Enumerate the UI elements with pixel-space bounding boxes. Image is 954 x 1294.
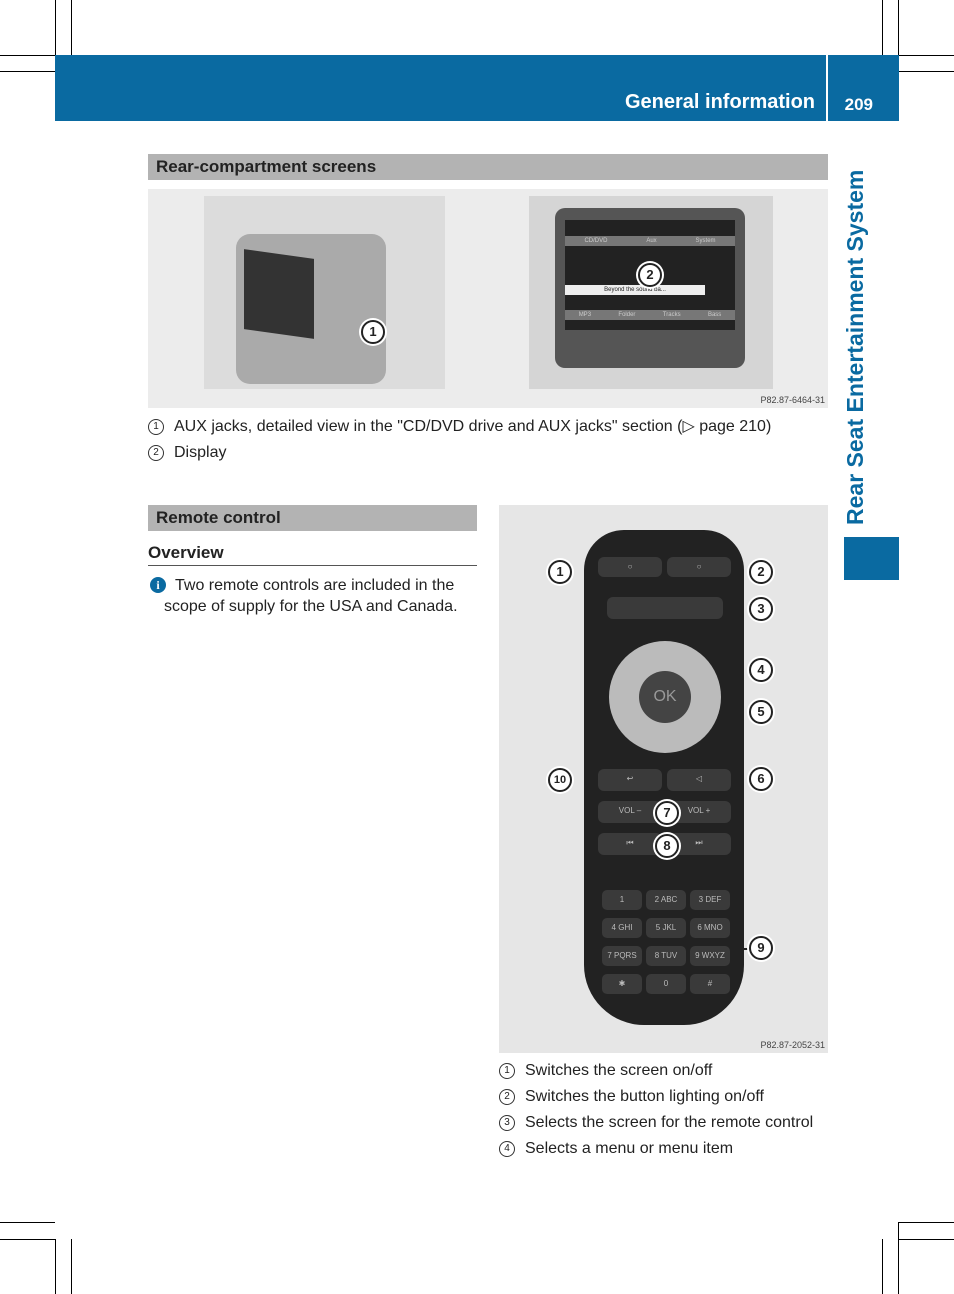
- screen-tab: Tracks: [662, 312, 681, 318]
- page-number: 209: [844, 95, 873, 114]
- vol-minus-button: VOL –: [598, 801, 662, 823]
- legend-number: 4: [499, 1141, 515, 1157]
- crop-mark: [55, 0, 56, 55]
- crop-mark: [71, 0, 72, 55]
- screen-select-button: [607, 597, 723, 619]
- callout-3: 3: [749, 597, 773, 621]
- legend-text: Switches the screen on/off: [525, 1062, 713, 1079]
- keypad-key: 2 ABC: [646, 890, 686, 910]
- figure-code: P82.87-2052-31: [760, 1040, 825, 1050]
- legend-item: [499, 1136, 813, 1162]
- callout-6: 6: [749, 767, 773, 791]
- back-button: ↩: [598, 769, 662, 791]
- screen-tab: CD/DVD: [584, 238, 608, 244]
- crop-mark: [0, 55, 55, 56]
- screen-tab: Aux: [646, 238, 657, 244]
- crop-mark: [899, 1239, 954, 1240]
- lighting-button: ○: [667, 557, 731, 577]
- crop-mark: [0, 1239, 55, 1240]
- callout-4: 4: [749, 658, 773, 682]
- keypad-key: #: [690, 974, 730, 994]
- keypad-key: 9 WXYZ: [690, 946, 730, 966]
- keypad-key: 0: [646, 974, 686, 994]
- page-header: [55, 55, 899, 121]
- legend-item: [148, 414, 771, 440]
- screen-power-button: ○: [598, 557, 662, 577]
- crop-mark: [898, 0, 899, 55]
- callout-10: 10: [548, 768, 572, 792]
- crop-mark: [899, 55, 954, 56]
- keypad: [602, 890, 730, 994]
- mute-button: ◁: [667, 769, 731, 791]
- headrest-photo: [204, 196, 445, 389]
- info-icon: i: [150, 577, 166, 593]
- legend-rear-screens: [148, 414, 771, 466]
- crop-mark: [899, 71, 954, 72]
- figure-code: P82.87-6464-31: [760, 395, 825, 405]
- headrest-screen: [244, 249, 314, 339]
- side-tab-title: Rear Seat Entertainment System: [842, 169, 868, 525]
- legend-item: [499, 1058, 813, 1084]
- section-heading-remote: Remote control: [148, 505, 477, 531]
- legend-number: 3: [499, 1115, 515, 1131]
- crop-mark: [898, 1222, 899, 1294]
- crop-mark: [882, 1239, 883, 1294]
- display-photo: [529, 196, 773, 389]
- figure-rear-screens: [148, 189, 828, 408]
- screen-tab: MP3: [578, 312, 592, 318]
- keypad-key: 1: [602, 890, 642, 910]
- legend-item: [499, 1110, 813, 1136]
- screen-tab: Bass: [707, 312, 722, 318]
- section-heading-rear-screens: Rear-compartment screens: [148, 154, 828, 180]
- keypad-key: 3 DEF: [690, 890, 730, 910]
- legend-text: Switches the button lighting on/off: [525, 1088, 764, 1105]
- callout-1: 1: [361, 320, 385, 344]
- keypad-key: 8 TUV: [646, 946, 686, 966]
- prev-button: ⏮: [598, 833, 662, 855]
- subheading-overview: Overview: [148, 543, 477, 566]
- legend-number: 2: [148, 445, 164, 461]
- legend-number: 1: [499, 1063, 515, 1079]
- screen-tab: System: [695, 238, 716, 244]
- info-text: Two remote controls are included in the scope of supply for the USA and Canada.: [164, 577, 458, 615]
- callout-5: 5: [749, 700, 773, 724]
- ok-button: OK: [639, 671, 691, 723]
- legend-item: [499, 1084, 813, 1110]
- keypad-key: 4 GHI: [602, 918, 642, 938]
- legend-number: 1: [148, 419, 164, 435]
- header-divider: [826, 55, 828, 121]
- legend-text: Selects a menu or menu item: [525, 1140, 734, 1157]
- crop-mark: [899, 1222, 954, 1223]
- figure-remote-control: [499, 505, 828, 1053]
- crop-mark: [882, 0, 883, 55]
- keypad-key: 5 JKL: [646, 918, 686, 938]
- legend-text: Selects the screen for the remote control: [525, 1114, 814, 1131]
- next-button: ⏭: [667, 833, 731, 855]
- keypad-key: ✱: [602, 974, 642, 994]
- callout-9-leader: [731, 948, 749, 950]
- crop-mark: [55, 1239, 56, 1294]
- callout-7: 7: [655, 801, 679, 825]
- callout-2: 2: [638, 263, 662, 287]
- legend-number: 2: [499, 1089, 515, 1105]
- crop-mark: [71, 1239, 72, 1294]
- callout-9: 9: [749, 936, 773, 960]
- keypad-key: 7 PQRS: [602, 946, 642, 966]
- legend-text: AUX jacks, detailed view in the "CD/DVD drive and AUX jacks" section (▷ page 210): [174, 418, 772, 435]
- keypad-key: 6 MNO: [690, 918, 730, 938]
- callout-8: 8: [655, 834, 679, 858]
- crop-mark: [0, 71, 55, 72]
- callout-2: 2: [749, 560, 773, 584]
- callout-1: 1: [548, 560, 572, 584]
- legend-text: Display: [174, 444, 227, 461]
- vol-plus-button: VOL +: [667, 801, 731, 823]
- screen-track: Beyond the sound ba...: [565, 285, 705, 295]
- header-title: General information: [624, 91, 815, 113]
- screen-tab: Folder: [618, 312, 636, 318]
- legend-item: [148, 440, 771, 466]
- crop-mark: [0, 1222, 55, 1223]
- legend-remote: [499, 1058, 813, 1162]
- side-tab-marker: [844, 537, 899, 580]
